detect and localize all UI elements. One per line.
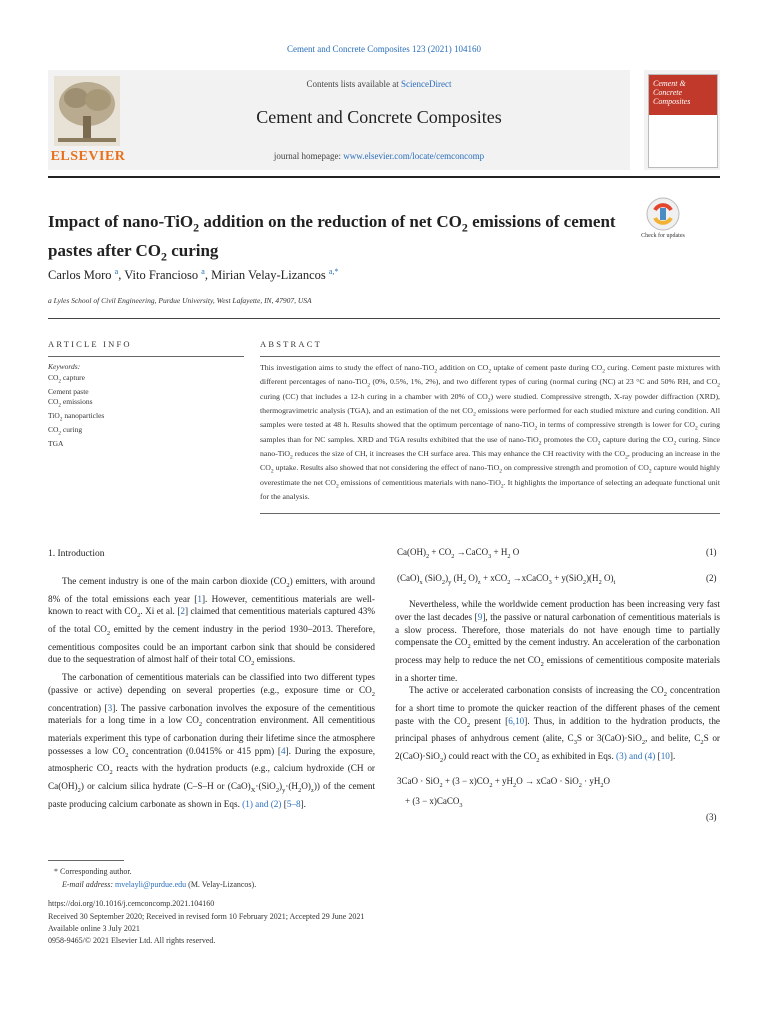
journal-title: Cement and Concrete Composites — [256, 107, 502, 127]
equation-1: $Ca(OH)_2 + CO_2$ →CaCO$_3$ + $H_2$ O — [397, 547, 520, 560]
info-divider — [48, 318, 720, 319]
email-link[interactable]: mvelayli@purdue.edu — [115, 880, 187, 889]
article-title: Impact of nano-TiO$_2$ addition on the reduction of net $CO_2$ emissions of cement pastes after $CO_2$ curing — [48, 212, 616, 264]
email-suffix: (M. Velay-Lizancos). — [186, 880, 257, 889]
copyright: 0958-9465/© 2021 Elsevier Ltd. All rights reserved. — [48, 936, 216, 945]
equation-3-number: (3) — [706, 812, 717, 822]
email-label: E-mail address: — [62, 880, 116, 889]
abstract-text: This investigation aims to study the effect of nano-TiO$_2$ addition on $CO_2$ uptake of cement paste during $CO_2$ curing. Cement paste mixtures with different percentages of nano-TiO$_2$ (0%, 0.5%, 1%, 2%), and two different types of curing (normal curing (NC) at 23 °C and 50% RH, and $CO_2$ curing (CC) that includes a 12-h curing in a chamber with 20% of $CO_2$) were studied. Compressive strength, X-ray powder diffraction (XRD), thermogravimetric analysis (TGA), and an estimation of the net $CO_2$ emissions were performed for each studied mixture and curing condition. All samples were tested at 48 h. Results showed that the optimum percentage of nano-TiO$_2$ in terms of compressive strength is lower for $CO_2$ curing samples than for NC samples. XRD and TGA results exhibited that the use of nano-TiO$_2$ promotes the $CO_2$ capture during the $CO_2$ curing. Since nano-TiO$_2$ reduces the size of CH, it increases the CH surface area. This may enhance the CH reactivity with the $CO_2$, producing an increase in the $CO_2$ uptake. Results also showed that not considering the effect of nano-TiO$_2$ on compressive strength and promotion of $CO_2$ capture would highly overestimate the net $CO_2$ emissions of cementitious materials with nano-TiO$_2$. It highlights the importance of selecting an adequate functional unit for the analysis. — [260, 363, 721, 502]
homepage-prefix: journal homepage: — [273, 151, 344, 161]
header-divider — [48, 176, 720, 178]
keywords-label: Keywords: — [48, 362, 81, 371]
keyword-item: Cement paste — [48, 386, 89, 396]
paragraph: Nevertheless, while the worldwide cement production has been increasing very fast over the last decades [9], the passive or natural carbonation of cementitious materials is a slow process. Therefore, those materials do not have enough time to partially compensate the $CO_2$ emitted by the cement industry. An acceleration of the carbonation process may help to reduce the net $CO_2$ emissions of cementitious composite materials in a shorter time. — [395, 599, 721, 683]
email-line — [62, 879, 256, 890]
check-for-updates-label: Check for updates — [641, 233, 685, 239]
author-list: Carlos Moro $^a$, Vito Francioso $^a$, Mirian Velay-Lizancos $^{a,*}$ — [48, 267, 339, 283]
doi-link[interactable]: https://doi.org/10.1016/j.cemconcomp.2021.104160 — [48, 899, 215, 908]
paragraph: The carbonation of cementitious materials can be classified into two different types (passive or active) depending on several properties (e.g., exposure time or $CO_2$ concentration) [3]. The passive carbonation involves the exposure of the cementitious materials for a long time in a low $CO_2$ concentration environment. All cementitious materials experiment this type of carbonation during their lifetime since the atmosphere possesses a low $CO_2$ concentration (0.0415% or 415 ppm) [4]. During the exposure, atmospheric $CO_2$ reacts with the hydration products (e.g., calcium hydroxide (CH or $Ca(OH)_2$) or calcium silica hydrate (C–S–H or $(CaO)_X\cdot(SiO_2)_y\cdot(H_2O)_z$)) of the cement paste producing calcium carbonate as shown in Eqs. (1) and (2) [5–8]. — [48, 672, 375, 809]
journal-citation[interactable]: Cement and Concrete Composites 123 (2021) 104160 — [287, 44, 481, 54]
section-heading-introduction: 1. Introduction — [48, 549, 105, 559]
right-column — [395, 598, 720, 768]
contents-prefix: Contents lists available at — [306, 79, 401, 89]
affiliation: a Lyles School of Civil Engineering, Purdue University, West Lafayette, IN, 47907, USA — [48, 296, 312, 305]
keyword-item: TGA — [48, 439, 64, 448]
keyword-item: $CO_2$ curing — [48, 425, 83, 437]
paragraph: The active or accelerated carbonation consists of increasing the $CO_2$ concentration for a short time to promote the quicker reaction of the different phases of the cement paste with the $CO_2$ present [6,10]. Thus, in addition to the hydration products, the principal phases of anhydrous cement (alite, $C_3S$ or 3(CaO)·SiO$_2$, and belite, $C_2S$ or 2(CaO)·SiO$_2$) could react with the $CO_2$ as exhibited in Eqs. (3) and (4) [10]. — [395, 685, 720, 764]
cover-line-3: Composites — [653, 97, 691, 106]
homepage-line — [128, 151, 630, 161]
homepage-link[interactable]: www.elsevier.com/locate/cemconcomp — [343, 151, 485, 161]
abstract-rule — [260, 356, 720, 357]
publisher-name: ELSEVIER — [50, 149, 126, 164]
equation-3-line-2: + (3 − x)CaCO$_3$ — [405, 796, 463, 809]
contents-line — [128, 79, 630, 89]
received-dates: Received 30 September 2020; Received in revised form 10 February 2021; Accepted 29 June 2021 — [48, 912, 365, 921]
equation-1-number: (1) — [706, 547, 717, 557]
left-column — [48, 575, 375, 810]
equation-2: $(CaO)_x$ $(SiO_2)_y$ ($H_2$ $O)_z + xCO_2$ →xCaCO$_3$ + $y(SiO_2)(H_2$ $O)_t$ — [397, 573, 616, 586]
keyword-item: TiO$_2$ nanoparticles — [48, 411, 105, 423]
sciencedirect-link[interactable]: ScienceDirect — [401, 79, 452, 89]
journal-cover[interactable] — [644, 70, 720, 170]
article-info-label: ARTICLE INFO — [48, 339, 132, 349]
keyword-item: $CO_2$ capture — [48, 372, 85, 384]
cover-title — [649, 75, 717, 115]
cover-image — [648, 74, 718, 168]
abstract-label: ABSTRACT — [260, 339, 322, 349]
keywords-block — [48, 362, 104, 450]
keywords-list — [48, 373, 104, 450]
cover-line-1: Cement & — [653, 79, 686, 88]
cover-line-2: Concrete — [653, 88, 683, 97]
corresponding-author-note: * Corresponding author. — [54, 867, 132, 876]
online-date: Available online 3 July 2021 — [48, 924, 140, 933]
keyword-item: $CO_2$ emissions — [48, 397, 93, 409]
equation-3-line-1: $3CaO \cdot SiO_2 + (3 - x)CO_2 + yH_2O$ → xCaO · $SiO_2 \cdot yH_2O$ — [397, 776, 611, 789]
paragraph: The cement industry is one of the main carbon dioxide $(CO_2)$ emitters, with around 8% of the total emissions each year [1]. However, cementitious materials are well-known to react with $CO_2$. Xi et al. [2] claimed that cementitious materials captured 43% of the total $CO_2$ emitted by the cement industry in the period 1930–2013. Therefore, cementitious composites could be an important carbon sink that should be considered due to the sequestration of almost half of their total $CO_2$ emissions. — [48, 576, 375, 668]
abstract-end-rule — [260, 513, 720, 514]
article-info-rule — [48, 356, 244, 357]
check-for-updates-icon[interactable] — [645, 196, 681, 232]
equation-2-number: (2) — [706, 573, 717, 583]
footnote-rule — [48, 860, 124, 861]
